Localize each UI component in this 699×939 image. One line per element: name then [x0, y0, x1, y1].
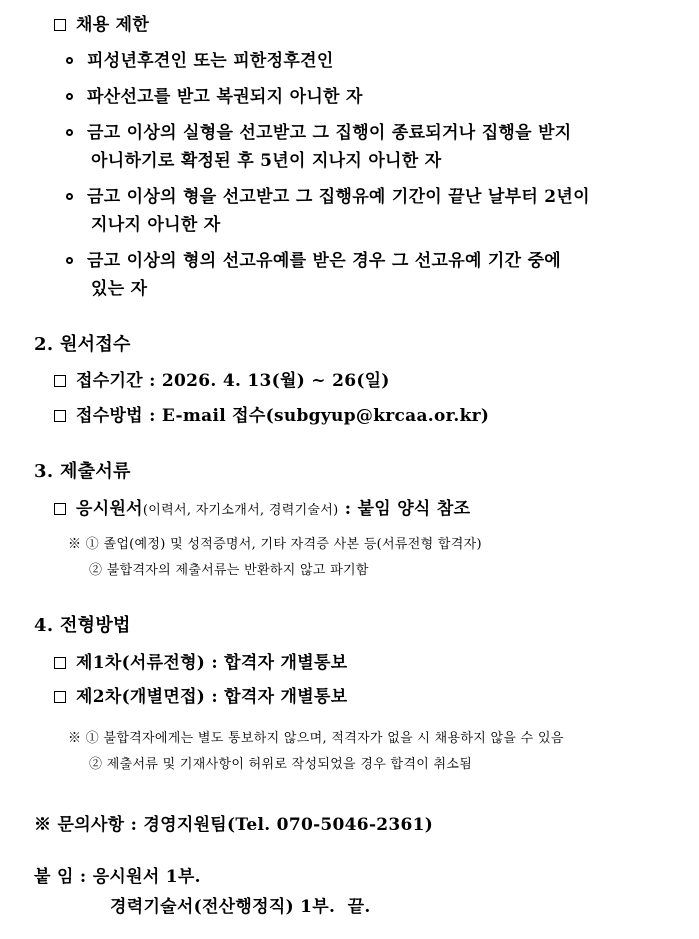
disqualification-item: 피성년후견인 또는 피한정후견인 — [66, 50, 334, 72]
disqualification-item: 금고 이상의 형의 선고유예를 받은 경우 그 선고유예 기간 중에 — [66, 250, 561, 272]
section-heading-selection: 4. 전형방법 — [34, 615, 131, 636]
section-heading-application: 2. 원서접수 — [34, 334, 131, 355]
selection-note: ② 제출서류 및 기재사항이 허위로 작성되었을 경우 합격이 취소됨 — [89, 757, 473, 772]
checkbox-square-icon — [54, 410, 66, 422]
contact-info: ※ 문의사항 : 경영지원팀(Tel. 070-5046-2361) — [34, 815, 434, 835]
documents-note: ② 불합격자의 제출서류는 반환하지 않고 파기함 — [89, 563, 369, 578]
attachment-line: 경력기술서(전산행정직) 1부. 끝. — [110, 897, 371, 917]
disqualification-item-continuation: 있는 자 — [91, 279, 148, 299]
disqualification-item: 파산선고를 받고 복권되지 아니한 자 — [66, 86, 363, 108]
circle-bullet-icon — [66, 129, 73, 136]
circle-bullet-icon — [66, 57, 73, 64]
disqualification-item: 금고 이상의 형을 선고받고 그 집행유예 기간이 끝난 날부터 2년이 — [66, 186, 590, 208]
circle-bullet-icon — [66, 193, 73, 200]
checkbox-square-icon — [54, 19, 66, 31]
application-period: 접수기간 : 2026. 4. 13(월) ~ 26(일) — [54, 370, 390, 392]
selection-note: ※ ① 불합격자에게는 별도 통보하지 않으며, 적격자가 없을 시 채용하지 않을 수 있음 — [68, 731, 564, 746]
selection-step: 제1차(서류전형) : 합격자 개별통보 — [54, 652, 347, 674]
disqualification-item-continuation: 지나지 아니한 자 — [91, 215, 221, 235]
documents-application-form: 응시원서(이력서, 자기소개서, 경력기술서) : 붙임 양식 참조 — [54, 498, 470, 520]
documents-note: ※ ① 졸업(예정) 및 성적증명서, 기타 자격증 사본 등(서류전형 합격자) — [68, 537, 482, 552]
checkbox-square-icon — [54, 503, 66, 515]
checkbox-square-icon — [54, 691, 66, 703]
checkbox-square-icon — [54, 375, 66, 387]
checkbox-square-icon — [54, 657, 66, 669]
circle-bullet-icon — [66, 93, 73, 100]
application-method: 접수방법 : E-mail 접수(subgyup@krcaa.or.kr) — [54, 405, 489, 427]
selection-step: 제2차(개별면접) : 합격자 개별통보 — [54, 686, 347, 708]
end-mark: 끝. — [347, 897, 371, 917]
disqualification-title: 채용 제한 — [54, 14, 149, 36]
section-heading-documents: 3. 제출서류 — [34, 461, 131, 482]
disqualification-item: 금고 이상의 실형을 선고받고 그 집행이 종료되거나 집행을 받지 — [66, 122, 572, 144]
disqualification-item-continuation: 아니하기로 확정된 후 5년이 지나지 아니한 자 — [91, 151, 442, 171]
circle-bullet-icon — [66, 257, 73, 264]
attachment-line: 붙 임 : 응시원서 1부. — [34, 867, 201, 887]
